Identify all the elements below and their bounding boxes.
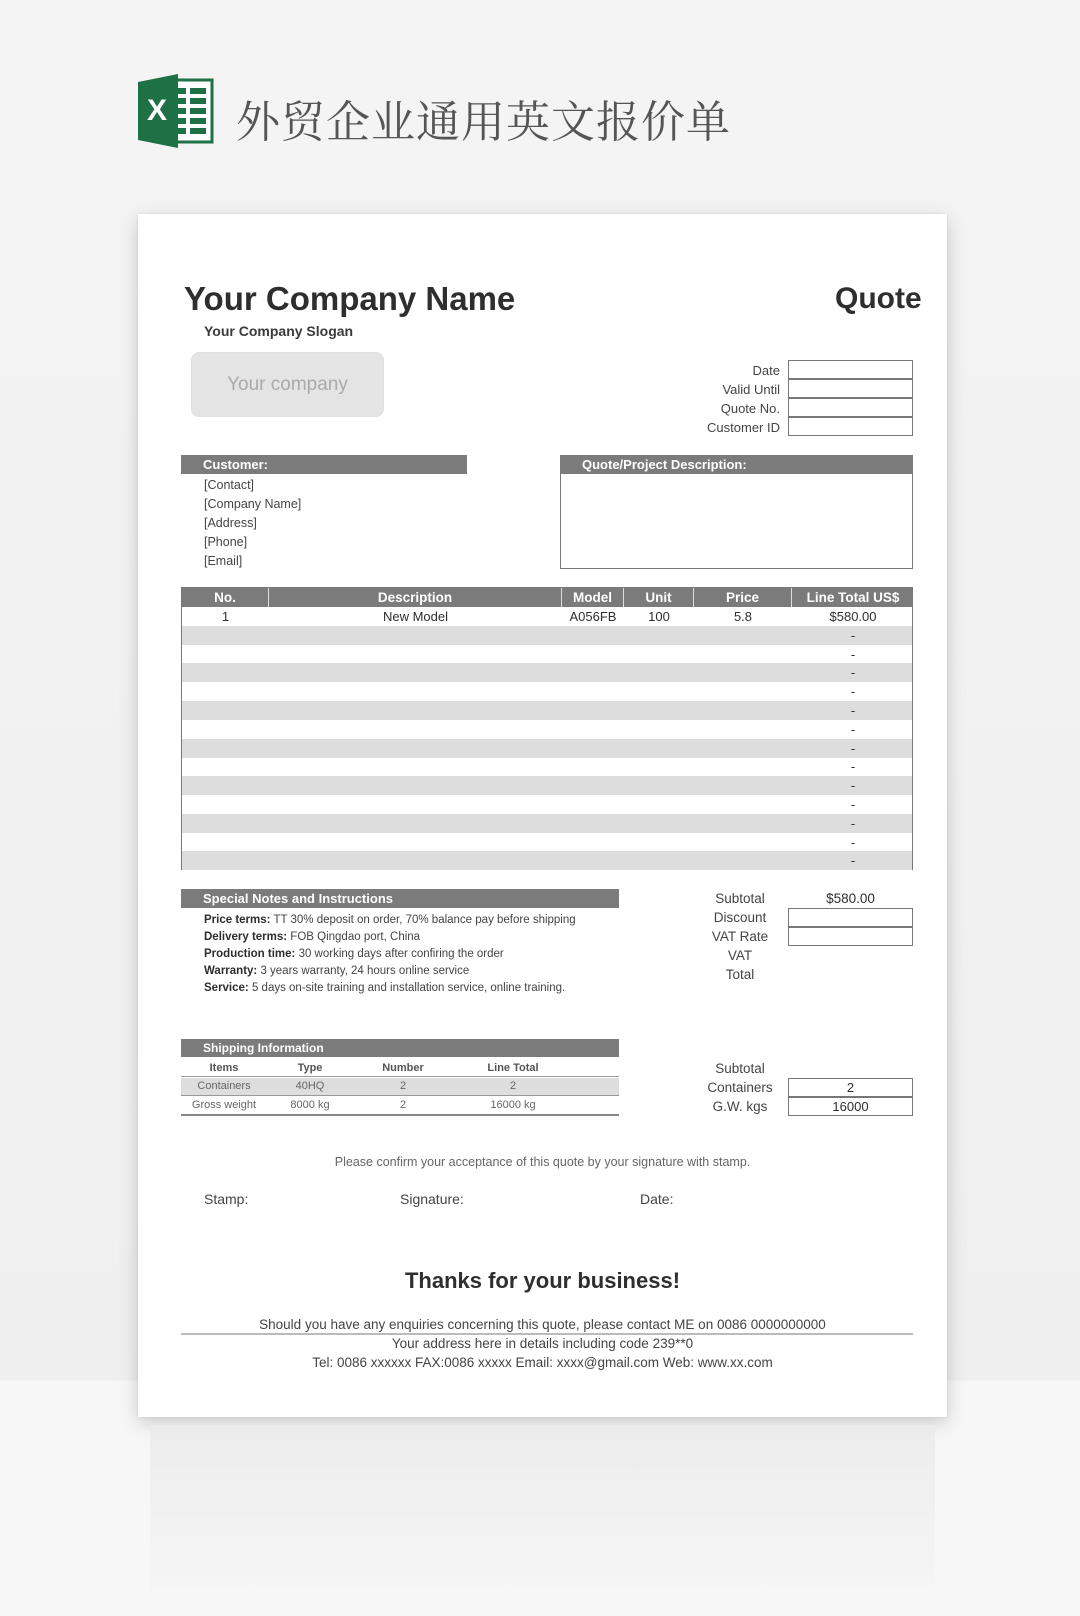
date-label: Date [752,363,780,378]
note-delivery-terms: Delivery terms: FOB Qingdao port, China [204,931,421,943]
table-row [182,701,912,720]
excel-icon-letter: X [146,94,168,127]
signature-label: Signature: [400,1191,464,1207]
ship-subtotal-label: Subtotal [715,1061,765,1076]
item-description-cell[interactable]: New Model [382,609,449,624]
item-total-cell[interactable]: - [850,646,856,662]
table-row [182,833,912,852]
ship-row1-number: 2 [399,1080,407,1092]
customer-header: Customer: [181,455,467,474]
project-description-header: Quote/Project Description: [560,455,913,474]
valid-until-field[interactable] [788,379,913,398]
item-total-cell[interactable]: - [850,815,856,831]
col-description: Description [269,588,562,607]
table-row [182,795,912,814]
item-total-cell[interactable]: $580.00 [829,609,877,624]
company-slogan: Your Company Slogan [204,323,354,339]
customer-email[interactable]: [Email] [204,554,243,568]
ship-gw-label: G.W. kgs [712,1099,768,1114]
quote-title: Quote [835,282,922,315]
note-warranty: Warranty: 3 years warranty, 24 hours online service [204,965,470,977]
table-row [182,720,912,739]
ship-col-line-total: Line Total [487,1062,539,1074]
col-unit: Unit [624,588,694,607]
project-description-field[interactable] [560,474,913,569]
table-row [182,814,912,833]
table-row [182,645,912,664]
sign-date-label: Date: [640,1191,674,1207]
ship-col-number: Number [382,1062,424,1074]
ship-row2-item: Gross weight [191,1099,257,1111]
ship-row1-total: 2 [509,1080,517,1092]
col-no: No. [182,588,269,607]
date-field[interactable] [788,360,913,379]
stamp-label: Stamp: [204,1191,249,1207]
ship-row-rule [181,1095,619,1096]
ship-row2-type: 8000 kg [290,1099,330,1111]
table-row [182,626,912,645]
customer-id-label: Customer ID [707,420,780,435]
item-model-cell[interactable]: A056FB [569,609,617,624]
items-table [181,587,913,870]
item-total-cell[interactable]: - [850,797,856,812]
item-price-cell[interactable]: 5.8 [733,609,753,624]
footer-contact: Tel: 0086 xxxxxx FAX:0086 xxxxx Email: xxxx@gmail.com Web: www.xx.com [312,1355,773,1370]
customer-address[interactable]: [Address] [204,516,257,530]
ship-row2-total: 16000 kg [490,1099,536,1111]
total-label: Total [725,967,755,982]
footer-address: Your address here in details including code 239**0 [391,1336,694,1351]
table-row [182,851,912,870]
ship-containers-field[interactable]: 2 [788,1078,913,1097]
quote-no-label: Quote No. [720,401,780,416]
item-total-cell[interactable]: - [850,665,856,681]
ship-col-type: Type [297,1062,323,1074]
note-production-time: Production time: 30 working days after confiring the order [204,948,504,960]
shipping-header: Shipping Information [181,1039,619,1057]
vat-rate-label: VAT Rate [711,929,769,944]
item-total-cell[interactable]: - [850,703,856,718]
col-model: Model [562,588,624,607]
item-total-cell[interactable]: - [850,759,856,775]
customer-contact[interactable]: [Contact] [204,478,255,492]
company-name: Your Company Name [184,280,516,317]
customer-phone[interactable]: [Phone] [204,535,248,549]
table-row [182,663,912,682]
table-row [182,776,912,795]
ship-header-rule [181,1076,619,1077]
table-row [182,607,912,626]
table-row [182,757,912,776]
table-row [182,682,912,701]
vat-label: VAT [727,948,753,963]
ship-gw-field[interactable]: 16000 [788,1097,913,1116]
ship-row2-number: 2 [399,1099,407,1111]
col-price: Price [694,588,792,607]
note-service: Service: 5 days on-site training and installation service, online training. [204,982,566,994]
discount-label: Discount [713,910,767,925]
excel-icon [138,74,216,148]
item-total-cell[interactable]: - [850,834,856,850]
quote-no-field[interactable] [788,398,913,417]
vat-rate-field[interactable] [788,927,913,946]
items-table-header [182,588,912,607]
note-price-terms: Price terms: TT 30% deposit on order, 70% balance pay before shipping [204,914,576,926]
confirm-text: Please confirm your acceptance of this quote by your signature with stamp. [334,1155,751,1169]
item-no-cell[interactable]: 1 [221,609,230,624]
valid-until-label: Valid Until [722,382,780,397]
footer-rule [181,1333,913,1335]
document-reflection [150,1425,935,1616]
logo-placeholder: Your company [191,352,384,417]
ship-row1-type: 40HQ [295,1080,325,1092]
item-total-cell[interactable]: - [850,853,856,869]
notes-header: Special Notes and Instructions [181,889,619,908]
item-total-cell[interactable]: - [850,684,856,700]
subtotal-value: $580.00 [826,891,875,906]
item-total-cell[interactable]: - [850,778,856,794]
discount-field[interactable] [788,908,913,927]
footer-enquiries: Should you have any enquiries concerning this quote, please contact ME on 0086 0000000000 [259,1317,826,1332]
subtotal-label: Subtotal [715,891,765,906]
customer-id-field[interactable] [788,417,913,436]
thanks-message: Thanks for your business! [404,1268,681,1293]
table-row [182,739,912,758]
item-total-cell[interactable]: - [850,721,856,737]
col-line-total: Line Total US$ [806,590,900,605]
ship-bottom-rule [181,1114,619,1116]
item-total-cell[interactable]: - [850,740,856,756]
ship-row1-item: Containers [197,1080,251,1092]
ship-col-items: Items [209,1062,239,1074]
page-title: 外贸企业通用英文报价单 [236,97,731,148]
ship-containers-label: Containers [707,1080,773,1095]
customer-company[interactable]: [Company Name] [204,497,302,511]
item-unit-cell[interactable]: 100 [648,609,670,624]
item-total-cell[interactable]: - [850,627,856,643]
